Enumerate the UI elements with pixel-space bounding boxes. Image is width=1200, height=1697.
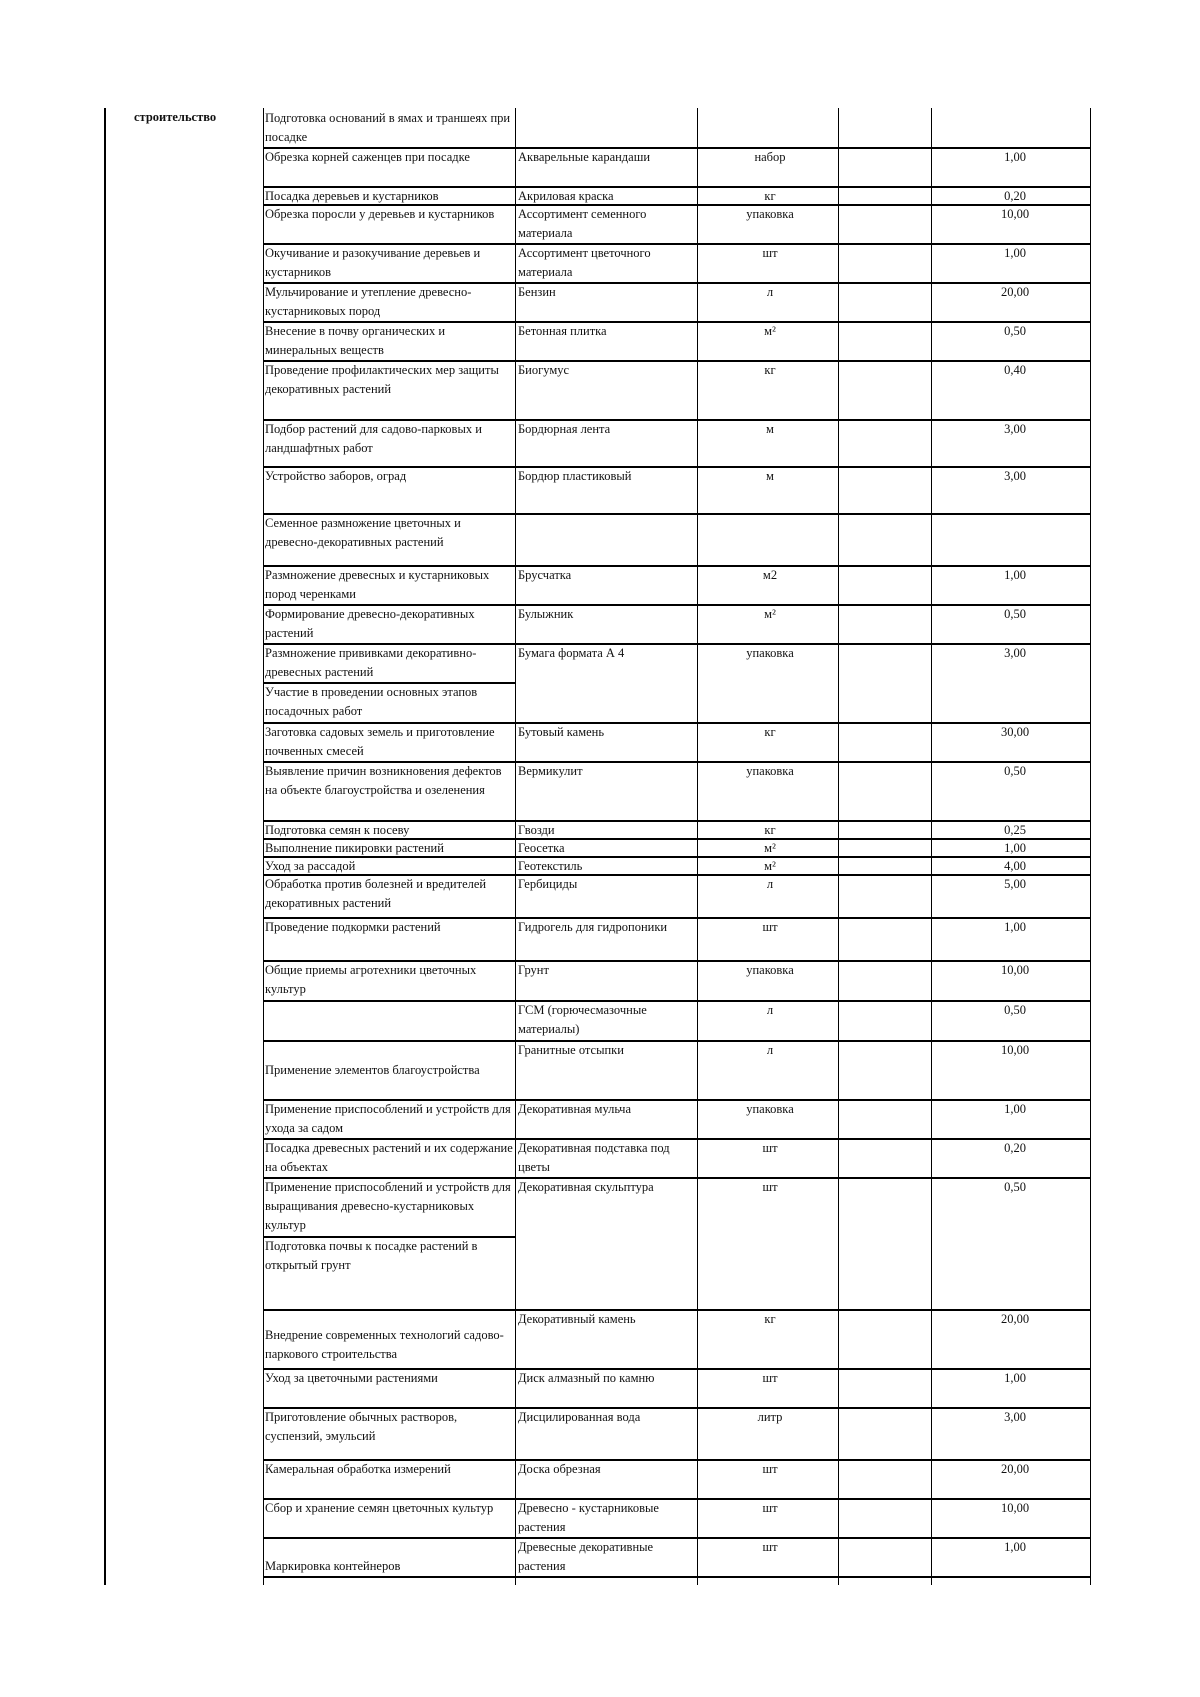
cell-quantity: 0,20 — [1004, 1141, 1026, 1155]
cell-unit: шт — [762, 1371, 778, 1385]
cell-material: Бетонная плитка — [518, 324, 607, 338]
cell-unit: упаковка — [746, 207, 794, 221]
cell-work: Обрезка корней саженцев при посадке — [265, 150, 470, 164]
cell-unit: м² — [764, 841, 776, 855]
cell-material: Декоративная мульча — [518, 1102, 631, 1116]
cell-quantity: 0,40 — [1004, 363, 1026, 377]
cell-quantity: 1,00 — [1004, 246, 1026, 260]
cell-quantity: 4,00 — [1004, 859, 1026, 873]
cell-material: Декоративный камень — [518, 1312, 636, 1326]
cell-work: Маркировка контейнеров — [265, 1559, 401, 1573]
cell-work: Приготовление обычных растворов, суспензий, эмульсий — [265, 1410, 458, 1443]
cell-unit: упаковка — [746, 963, 794, 977]
cell-work: Подбор растений для садово-парковых и ландшафтных работ — [265, 422, 482, 455]
cell-work: Подготовка оснований в ямах и траншеях при посадке — [265, 111, 511, 144]
cell-material: Диск алмазный по камню — [518, 1371, 655, 1385]
cell-unit: кг — [764, 189, 776, 203]
cell-material: Доска обрезная — [518, 1462, 601, 1476]
cell-unit: упаковка — [746, 646, 794, 660]
cell-unit: кг — [764, 1312, 776, 1326]
cell-quantity: 0,50 — [1004, 764, 1026, 778]
cell-work: Размножение древесных и кустарниковых пород черенками — [265, 568, 490, 601]
cell-work: Уход за рассадой — [265, 859, 356, 873]
cell-quantity — [940, 109, 1090, 147]
cell-quantity: 1,00 — [1004, 568, 1026, 582]
cell-material: Гранитные отсыпки — [518, 1043, 624, 1057]
cell-work: Обработка против болезней и вредителей декоративных растений — [265, 877, 487, 910]
cell-work: Формирование древесно-декоративных растений — [265, 607, 475, 640]
cell-unit: м² — [764, 324, 776, 338]
cell-quantity: 3,00 — [1004, 1410, 1026, 1424]
cell-material: Ассортимент цветочного материала — [518, 246, 651, 279]
cell-quantity: 3,00 — [1004, 422, 1026, 436]
cell-quantity: 1,00 — [1004, 150, 1026, 164]
cell-unit: упаковка — [746, 764, 794, 778]
cell-work: Сбор и хранение семян цветочных культур — [265, 1501, 494, 1515]
cell-material: ГСМ (горючесмазочные материалы) — [518, 1003, 647, 1036]
cell-quantity: 1,00 — [1004, 1371, 1026, 1385]
cell-work: Применение элементов благоустройства — [265, 1063, 480, 1077]
cell-unit: м2 — [762, 568, 778, 582]
cell-quantity: 20,00 — [1000, 285, 1030, 299]
cell-material: Ассортимент семенного материала — [518, 207, 647, 240]
cell-material: Декоративная подставка под цветы — [518, 1141, 670, 1174]
cell-work: Внедрение современных технологий садово- паркового строительства — [265, 1328, 504, 1361]
cell-work: Подготовка почвы к посадке растений в открытый грунт — [265, 1239, 478, 1272]
cell-unit: шт — [762, 1462, 778, 1476]
cell-material: Гвозди — [518, 823, 555, 837]
cell-material: Древесные декоративные растения — [518, 1540, 654, 1573]
cell-work: Выполнение пикировки растений — [265, 841, 444, 855]
cell-material: Дисцилированная вода — [518, 1410, 641, 1424]
cell-unit: л — [766, 1003, 774, 1017]
cell-unit: шт — [762, 920, 778, 934]
cell-unit: кг — [764, 725, 776, 739]
cell-work: Уход за цветочными растениями — [265, 1371, 438, 1385]
cell-material — [518, 109, 696, 147]
cell-work: Применение приспособлений и устройств для выращивания древесно-кустарниковых культур — [265, 1180, 511, 1232]
cell-work: Мульчирование и утепление древесно-кустарниковых пород — [265, 285, 472, 318]
cell-quantity: 0,50 — [1004, 1003, 1026, 1017]
cell-material: Бензин — [518, 285, 556, 299]
cell-work: Обрезка поросли у деревьев и кустарников — [265, 207, 495, 221]
cell-unit — [700, 514, 840, 565]
cell-material: Бордюрная лента — [518, 422, 611, 436]
row-rule — [263, 1040, 515, 1042]
cell-quantity: 10,00 — [1000, 207, 1030, 221]
cell-material: Геотекстиль — [518, 859, 583, 873]
cell-unit: л — [766, 877, 774, 891]
cell-material: Бумага формата А 4 — [518, 646, 625, 660]
cell-material: Вермикулит — [518, 764, 583, 778]
cell-unit: кг — [764, 363, 776, 377]
cell-work: Участие в проведении основных этапов посадочных работ — [265, 685, 478, 718]
cell-unit: л — [766, 1043, 774, 1057]
cell-quantity: 0,50 — [1004, 1180, 1026, 1194]
cell-unit — [700, 109, 840, 147]
cell-work: Подготовка семян к посеву — [265, 823, 410, 837]
section-label: строительство — [134, 110, 217, 124]
cell-work: Внесение в почву органических и минеральных веществ — [265, 324, 446, 357]
cell-work: Устройство заборов, оград — [265, 469, 407, 483]
cell-unit: кг — [764, 823, 776, 837]
cell-material: Акриловая краска — [518, 189, 614, 203]
cell-work: Окучивание и разокучивание деревьев и кустарников — [265, 246, 481, 279]
cell-quantity: 10,00 — [1000, 963, 1030, 977]
cell-quantity: 3,00 — [1004, 646, 1026, 660]
cell-work: Проведение профилактических мер защиты декоративных растений — [265, 363, 499, 396]
cell-quantity: 0,50 — [1004, 607, 1026, 621]
cell-quantity: 1,00 — [1004, 920, 1026, 934]
cell-unit: м — [766, 422, 774, 436]
cell-material: Бордюр пластиковый — [518, 469, 632, 483]
cell-material: Бутовый камень — [518, 725, 605, 739]
cell-work: Камеральная обработка измерений — [265, 1462, 451, 1476]
cell-work: Размножение прививками декоративно- древесных растений — [265, 646, 477, 679]
cell-material: Биогумус — [518, 363, 570, 377]
cell-unit: упаковка — [746, 1102, 794, 1116]
cell-work: Общие приемы агротехники цветочных культур — [265, 963, 477, 996]
cell-material: Геосетка — [518, 841, 565, 855]
cell-work: Посадка древесных растений и их содержание на объектах — [265, 1141, 513, 1174]
cell-quantity: 0,25 — [1004, 823, 1026, 837]
cell-quantity — [940, 514, 1090, 565]
cell-unit: шт — [762, 1141, 778, 1155]
cell-unit: набор — [754, 150, 786, 164]
cell-work: Семенное размножение цветочных и древесно-декоративных растений — [265, 516, 461, 549]
cell-unit: м² — [764, 607, 776, 621]
cell-unit: литр — [757, 1410, 783, 1424]
cell-quantity: 3,00 — [1004, 469, 1026, 483]
cell-quantity: 0,20 — [1004, 189, 1026, 203]
cell-unit: л — [766, 285, 774, 299]
cell-quantity: 1,00 — [1004, 841, 1026, 855]
cell-quantity: 5,00 — [1004, 877, 1026, 891]
table-bottom-rule — [263, 1576, 1091, 1578]
cell-work: Применение приспособлений и устройств для ухода за садом — [265, 1102, 511, 1135]
cell-quantity: 20,00 — [1000, 1462, 1030, 1476]
cell-material: Древесно - кустарниковые растения — [518, 1501, 659, 1534]
cell-quantity: 30,00 — [1000, 725, 1030, 739]
cell-unit: шт — [762, 1540, 778, 1554]
cell-material — [518, 514, 696, 565]
cell-material: Грунт — [518, 963, 549, 977]
cell-quantity: 1,00 — [1004, 1102, 1026, 1116]
cell-work — [265, 1001, 515, 1040]
cell-material: Декоративная скульптура — [518, 1180, 654, 1194]
cell-unit: м — [766, 469, 774, 483]
cell-work: Заготовка садовых земель и приготовление почвенных смесей — [265, 725, 495, 758]
cell-quantity: 10,00 — [1000, 1043, 1030, 1057]
cell-quantity: 0,50 — [1004, 324, 1026, 338]
cell-material: Гидрогель для гидропоники — [518, 920, 668, 934]
cell-material: Гербициды — [518, 877, 578, 891]
cell-material: Булыжник — [518, 607, 574, 621]
cell-material: Брусчатка — [518, 568, 572, 582]
cell-quantity: 20,00 — [1000, 1312, 1030, 1326]
cell-quantity: 10,00 — [1000, 1501, 1030, 1515]
cell-unit: шт — [762, 1180, 778, 1194]
cell-work: Посадка деревьев и кустарников — [265, 189, 439, 203]
cell-unit: шт — [762, 246, 778, 260]
cell-unit: шт — [762, 1501, 778, 1515]
cell-quantity: 1,00 — [1004, 1540, 1026, 1554]
cell-material: Акварельные карандаши — [518, 150, 651, 164]
cell-work: Проведение подкормки растений — [265, 920, 441, 934]
cell-work: Выявление причин возникновения дефектов на объекте благоустройства и озеленения — [265, 764, 502, 797]
cell-unit: м² — [764, 859, 776, 873]
